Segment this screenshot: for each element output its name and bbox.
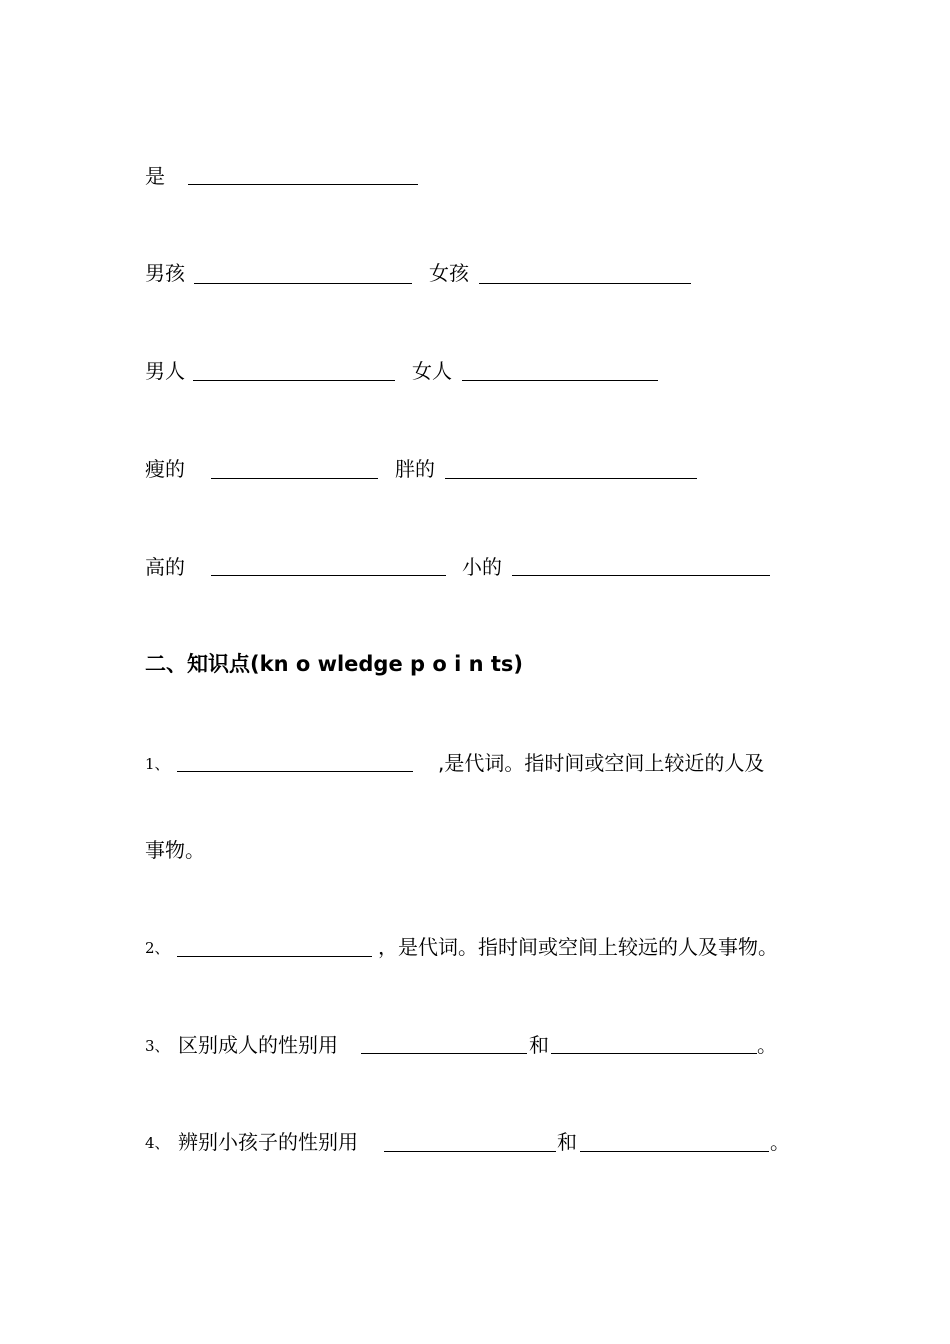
answer-blank-left[interactable]: [211, 478, 378, 479]
vocab-label-right: 女孩: [429, 261, 469, 285]
item-connector: 和: [557, 1130, 577, 1154]
item-end: 。: [757, 1033, 777, 1057]
vocab-label-left: 男人: [145, 359, 185, 383]
knowledge-item-2: [0, 935, 950, 965]
item-prefix: 辨别小孩子的性别用: [178, 1130, 358, 1154]
answer-blank-left[interactable]: [194, 283, 412, 284]
vocab-row-3: [0, 359, 950, 389]
answer-blank-right[interactable]: [462, 380, 658, 381]
answer-blank-2[interactable]: [580, 1151, 769, 1152]
answer-blank[interactable]: [177, 956, 372, 957]
vocab-label: 是: [145, 164, 165, 188]
answer-blank-1[interactable]: [361, 1053, 527, 1054]
item-number: 1、: [145, 755, 170, 773]
vocab-label-left: 高的: [145, 555, 185, 579]
answer-blank[interactable]: [188, 184, 418, 185]
vocab-row-1: [0, 164, 950, 194]
answer-blank[interactable]: [177, 771, 413, 772]
vocab-label-right: 小的: [462, 555, 502, 579]
item-text-continuation: 事物。: [145, 838, 205, 862]
vocab-row-5: [0, 555, 950, 585]
answer-blank-right[interactable]: [512, 575, 770, 576]
vocab-row-2: [0, 261, 950, 291]
answer-blank-right[interactable]: [479, 283, 691, 284]
answer-blank-left[interactable]: [193, 380, 395, 381]
item-connector: 和: [529, 1033, 549, 1057]
knowledge-item-3: [0, 1033, 950, 1063]
item-end: 。: [770, 1130, 790, 1154]
vocab-label-left: 瘦的: [145, 457, 185, 481]
answer-blank-1[interactable]: [384, 1151, 556, 1152]
vocab-label-right: 女人: [412, 359, 452, 383]
section-heading: 二、知识点(kn o wledge p o i n ts): [145, 652, 524, 676]
vocab-label-left: 男孩: [145, 261, 185, 285]
vocab-row-4: [0, 457, 950, 487]
answer-blank-right[interactable]: [445, 478, 697, 479]
item-text: ,是代词。指时间或空间上较近的人及: [438, 751, 765, 775]
item-number: 4、: [145, 1134, 170, 1152]
answer-blank-2[interactable]: [551, 1053, 757, 1054]
item-prefix: 区别成人的性别用: [178, 1033, 338, 1057]
item-number: 3、: [145, 1037, 170, 1055]
answer-blank-left[interactable]: [211, 575, 446, 576]
vocab-label-right: 胖的: [395, 457, 435, 481]
item-text: ，是代词。指时间或空间上较远的人及事物。: [378, 935, 778, 959]
item-number: 2、: [145, 939, 170, 957]
knowledge-item-4: [0, 1130, 950, 1160]
knowledge-item-1: [0, 751, 950, 781]
